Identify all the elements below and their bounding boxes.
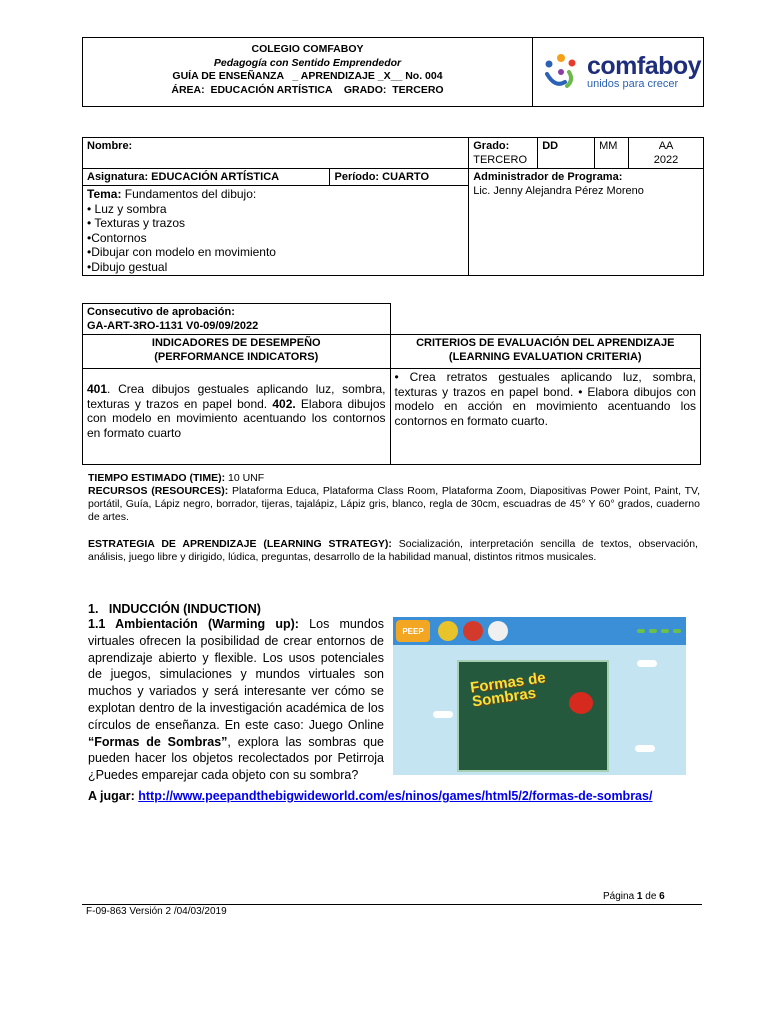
criteria-header: CRITERIOS DE EVALUACIÓN DEL APRENDIZAJE (LEARNING EVALUATION CRITERIA) xyxy=(390,335,700,369)
page-number: Página 1 de 6 xyxy=(603,891,665,902)
footer-rule xyxy=(82,904,702,905)
grade-value: TERCERO xyxy=(473,154,528,166)
time-resources xyxy=(88,472,700,524)
approval-code: GA-ART-3RO-1131 V0-09/09/2022 xyxy=(87,320,259,332)
play-link-line xyxy=(88,789,652,803)
topic-item: •Dibujar con modelo en movimiento xyxy=(87,245,276,259)
game-top-bar xyxy=(393,617,686,645)
topic-title: Fundamentos del dibujo: xyxy=(124,187,257,201)
admin-cell xyxy=(469,169,704,276)
topic-cell xyxy=(83,186,469,276)
strategy-value: Socialización, interpretación sencilla de textos, observación, análisis, juego libre y dirigido, lúdica, preguntas, desarrollo de la habilidad manual, distintos ritmos musicales. xyxy=(88,538,698,563)
topic-item: •Dibujo gestual xyxy=(87,259,168,274)
induction-text: 1.1 Ambientación (Warming up): Los mundos virtuales ofrecen la posibilidad de crear entornos de aprendizaje abierto y flexible. Los usos potenciales de juegos, simulaciones y mundos virtuales son muchos y variados y será interesante ver cómo se explotan dentro de la investigación académica de los círculos de enseñanza. En este caso: Juego Online “Formas de Sombras”, explora las sombras que pueden hacer los objetos recolectados por Petirroja ¿Puedes emparejar cada objeto con su sombra? xyxy=(88,617,384,783)
indicator-401-text: . Crea dibujos gestuales aplicando luz, sombra, texturas y trazos en papel bond. xyxy=(87,382,386,411)
subject-cell: Asignatura: EDUCACIÓN ARTÍSTICA xyxy=(83,169,330,186)
logo-icon xyxy=(541,52,581,92)
peep-logo: PEEP xyxy=(396,620,430,642)
warmup-label: 1.1 Ambientación (Warming up): xyxy=(88,617,299,631)
topic-item: •Contornos xyxy=(87,230,147,245)
play-label: A jugar: xyxy=(88,789,139,803)
period-cell: Período: CUARTO xyxy=(330,169,469,186)
approval-label: Consecutivo de aprobación: xyxy=(87,306,235,318)
strategy-label: ESTRATEGIA DE APRENDIZAJE (LEARNING STRATEGY): xyxy=(88,538,392,550)
comfaboy-logo xyxy=(533,38,703,106)
game-name: “Formas de Sombras” xyxy=(88,734,228,749)
game-title: Formas de Sombras xyxy=(469,669,547,711)
resources-label: RECURSOS (RESOURCES): xyxy=(88,485,229,497)
school-name: COLEGIO COMFABOY xyxy=(251,43,364,55)
year-cell: AA 2022 xyxy=(629,138,704,169)
cloud-icon xyxy=(637,660,657,667)
indicators-cell xyxy=(83,369,391,465)
time-value: 10 UNF xyxy=(225,472,265,484)
indicator-401-code: 401 xyxy=(87,382,108,396)
cloud-icon xyxy=(635,745,655,752)
header-title-block xyxy=(83,38,533,106)
game-title-card xyxy=(457,660,609,772)
character-icon xyxy=(438,621,458,641)
year-value: 2022 xyxy=(653,154,679,166)
strategy-block xyxy=(88,538,698,564)
guide-number: GUÍA DE ENSEÑANZA _ APRENDIZAJE _X__ No. 004 xyxy=(172,70,443,82)
topic-item: • Texturas y trazos xyxy=(87,216,186,230)
time-label: TIEMPO ESTIMADO (TIME): xyxy=(88,472,226,484)
name-field[interactable]: Nombre: xyxy=(83,138,469,169)
induction-title: 1. INDUCCIÓN (INDUCTION) xyxy=(88,602,261,616)
resources-value: Plataforma Educa, Plataforma Class Room, Plataforma Zoom, Diapositivas Power Point, Paint, TV, portátil, Guía, Lápiz negro, borrador, tijeras, tajalápiz, Lápiz gris, blanco, regla de 30cm, escuadras de 45° Y 60° grados, cuaderno de artes. xyxy=(88,485,700,523)
area-grade: ÁREA: EDUCACIÓN ARTÍSTICA GRADO: TERCERO xyxy=(171,83,444,96)
criterion-item: • Elabora dibujos con modelo en acción en movimiento acentuando los contornos en formato cuarto. xyxy=(394,384,696,428)
bird-icon xyxy=(569,692,593,714)
form-code: F-09-863 Versión 2 /04/03/2019 xyxy=(86,906,227,917)
school-motto: Pedagogía con Sentido Emprendedor xyxy=(213,56,402,69)
month-cell: MM xyxy=(595,138,629,169)
day-cell: DD xyxy=(538,138,595,169)
game-screenshot xyxy=(393,617,686,775)
student-info-table xyxy=(82,137,704,276)
criterion-item: • Crea retratos gestuales aplicando luz, sombra, texturas y trazos en papel bond. xyxy=(394,370,696,399)
game-menu xyxy=(637,629,686,633)
cloud-icon xyxy=(433,711,453,718)
admin-name: Lic. Jenny Alejandra Pérez Moreno xyxy=(473,185,644,197)
topic-label: Tema: xyxy=(87,187,122,201)
game-link[interactable]: http://www.peepandthebigwideworld.com/es/ninos/games/html5/2/formas-de-sombras/ xyxy=(138,789,653,803)
criteria-cell xyxy=(390,369,700,465)
indicators-header: INDICADORES DE DESEMPEÑO (PERFORMANCE INDICATORS) xyxy=(83,335,391,369)
admin-label: Administrador de Programa: xyxy=(473,171,623,183)
indicator-402-code: 402. xyxy=(272,396,296,411)
character-icon xyxy=(463,621,483,641)
document-header xyxy=(82,37,704,107)
character-icon xyxy=(488,621,508,641)
criteria-table xyxy=(82,303,701,465)
logo-name: comfaboy xyxy=(587,52,702,80)
indicator-402-text: Elabora dibujos con modelo en movimiento acentuando los contornos en formato cuarto xyxy=(87,396,386,440)
grade-cell: Grado: TERCERO xyxy=(469,138,538,169)
topic-item: • Luz y sombra xyxy=(87,201,167,216)
approval-cell xyxy=(83,304,391,335)
logo-tagline: unidos para crecer xyxy=(587,78,679,90)
